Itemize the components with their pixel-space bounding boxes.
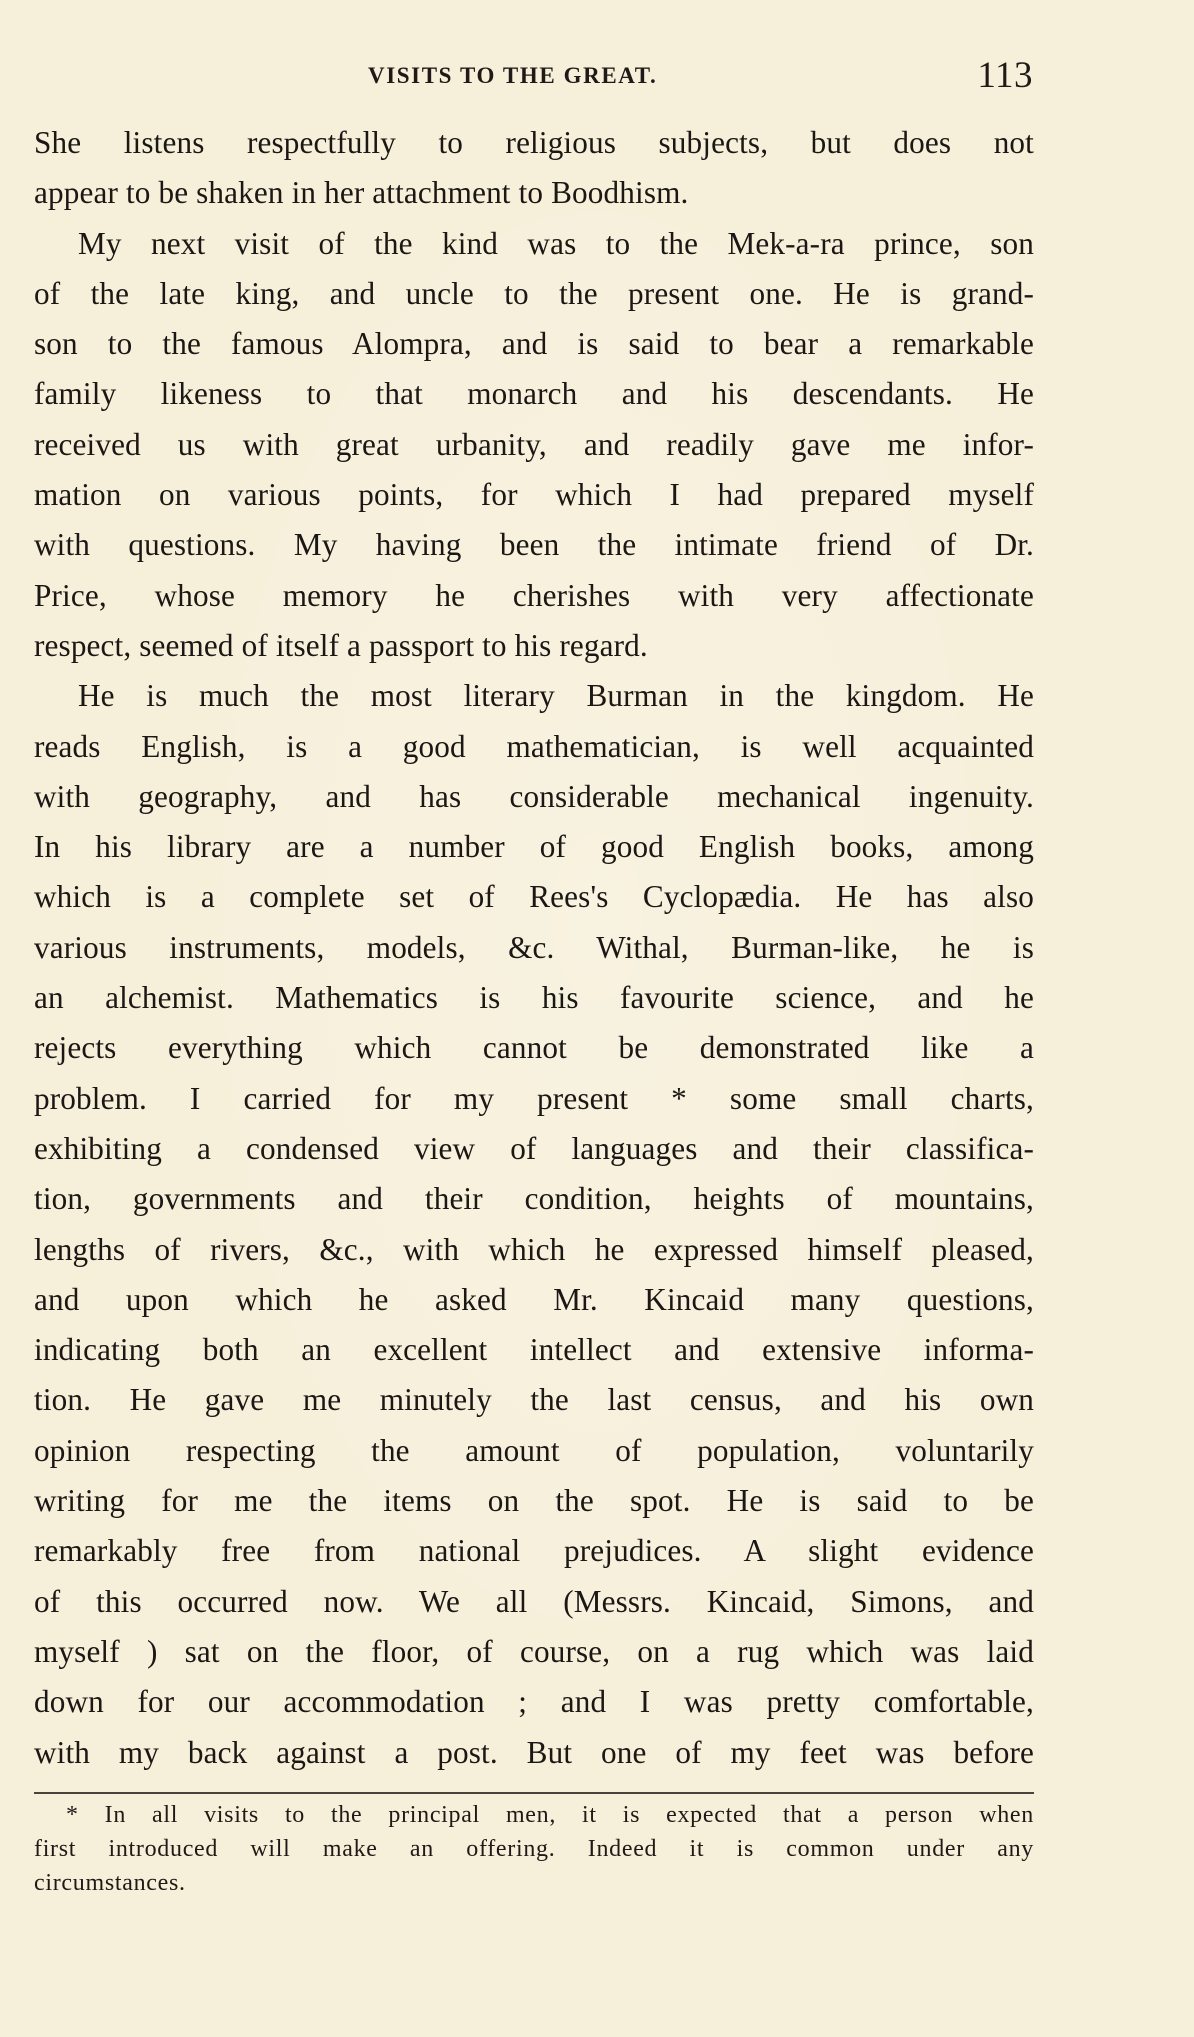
text-line: with geography, and has considerable mechanical ingenuity.	[34, 778, 1034, 814]
text-line: remarkably free from national prejudices. A slight evidence	[34, 1533, 1034, 1569]
footnote-line: * In all visits to the principal men, it is expected that a person when	[66, 1802, 1034, 1828]
text-line: exhibiting a condensed view of languages and their classifica-	[34, 1130, 1034, 1166]
text-line: problem. I carried for my present * some small charts,	[34, 1080, 1034, 1116]
text-line: and upon which he asked Mr. Kincaid many questions,	[34, 1281, 1034, 1317]
footnote	[34, 1798, 1034, 1900]
footnote-divider	[34, 1792, 1034, 1794]
text-line: with questions. My having been the intimate friend of Dr.	[34, 527, 1034, 563]
text-line: indicating both an excellent intellect and extensive informa-	[34, 1332, 1034, 1368]
running-title: VISITS TO THE GREAT.	[368, 63, 658, 88]
page-header	[0, 54, 1194, 104]
text-line: mation on various points, for which I had prepared myself	[34, 477, 1034, 513]
footnote-line: circumstances.	[34, 1870, 186, 1896]
text-line: received us with great urbanity, and readily gave me infor-	[34, 426, 1034, 462]
text-line: He is much the most literary Burman in the kingdom. He	[78, 678, 1034, 714]
text-line: reads English, is a good mathematician, is well acquainted	[34, 728, 1034, 764]
text-line: lengths of rivers, &c., with which he expressed himself pleased,	[34, 1231, 1034, 1267]
text-line: family likeness to that monarch and his descendants. He	[34, 376, 1034, 412]
text-line: son to the famous Alompra, and is said to bear a remarkable	[34, 326, 1034, 362]
text-line: Price, whose memory he cherishes with very affectionate	[34, 577, 1034, 613]
body-text	[34, 118, 1034, 1778]
page-number: 113	[977, 55, 1033, 96]
text-line: opinion respecting the amount of population, voluntarily	[34, 1432, 1034, 1468]
text-line: respect, seemed of itself a passport to his regard.	[34, 627, 648, 663]
text-line: writing for me the items on the spot. He is said to be	[34, 1483, 1034, 1519]
text-line: various instruments, models, &c. Withal, Burman-like, he is	[34, 929, 1034, 965]
footnote-line: first introduced will make an offering. Indeed it is common under any	[34, 1836, 1034, 1862]
text-line: which is a complete set of Rees's Cyclopædia. He has also	[34, 879, 1034, 915]
text-line: rejects everything which cannot be demonstrated like a	[34, 1030, 1034, 1066]
text-line: an alchemist. Mathematics is his favourite science, and he	[34, 980, 1034, 1016]
text-line: In his library are a number of good English books, among	[34, 829, 1034, 865]
text-line: of this occurred now. We all (Messrs. Kincaid, Simons, and	[34, 1583, 1034, 1619]
text-line: tion. He gave me minutely the last census, and his own	[34, 1382, 1034, 1418]
text-line: of the late king, and uncle to the present one. He is grand-	[34, 275, 1034, 311]
text-line: She listens respectfully to religious subjects, but does not	[34, 125, 1034, 160]
text-line: down for our accommodation ; and I was pretty comfortable,	[34, 1684, 1034, 1720]
text-line: with my back against a post. But one of my feet was before	[34, 1734, 1034, 1770]
text-line: My next visit of the kind was to the Mek-a-ra prince, son	[78, 225, 1034, 261]
text-line: appear to be shaken in her attachment to Boodhism.	[34, 175, 689, 211]
text-line: tion, governments and their condition, heights of mountains,	[34, 1181, 1034, 1217]
text-line: myself ) sat on the floor, of course, on a rug which was laid	[34, 1633, 1034, 1669]
